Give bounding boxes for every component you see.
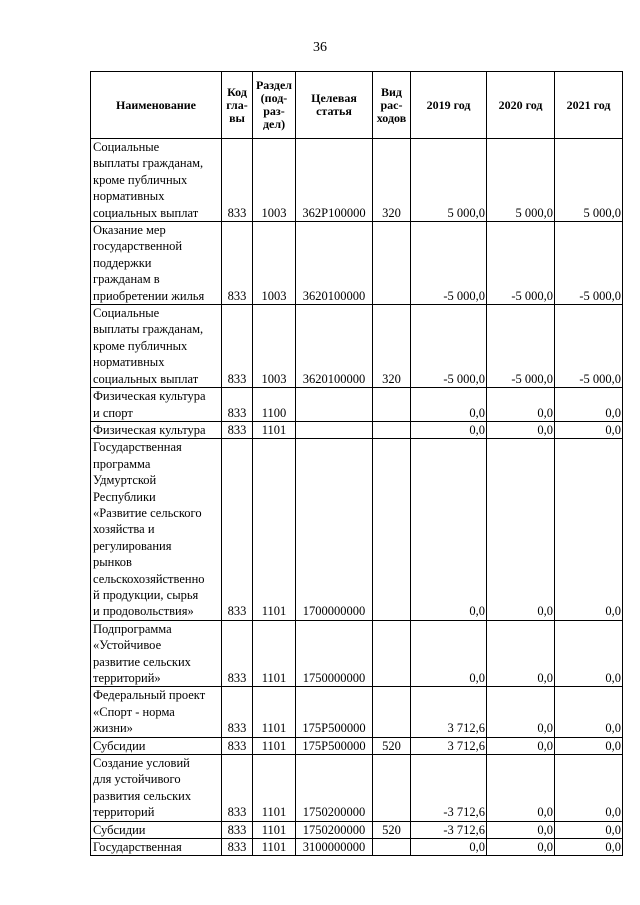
row-target-item: 1750000000 [296,620,373,687]
table-row [91,839,623,856]
row-target-item: 3100000000 [296,839,373,856]
row-chapter-code: 833 [222,388,253,422]
row-value-2020: 0,0 [487,755,555,822]
header-2020: 2020 год [487,72,555,139]
row-target-item: 175Р500000 [296,687,373,737]
row-chapter-code: 833 [222,755,253,822]
row-expense-type [373,439,411,620]
row-value-2020: 0,0 [487,687,555,737]
row-chapter-code: 833 [222,305,253,388]
row-expense-type [373,421,411,438]
table-row [91,305,623,388]
row-value-2020: 0,0 [487,439,555,620]
row-value-2020: 0,0 [487,620,555,687]
row-name: Государственная программа Удмуртской Республики «Развитие сельского хозяйства и регулирования рынков сельскохозяйственно й продукции, сырья и продовольствия» [91,439,222,620]
table-row [91,139,623,222]
row-name: Государственная [91,839,222,856]
row-expense-type: 520 [373,737,411,754]
row-expense-type [373,755,411,822]
row-expense-type [373,222,411,305]
row-value-2019: 0,0 [411,421,487,438]
row-value-2019: -5 000,0 [411,305,487,388]
row-section: 1101 [253,421,296,438]
table-header-row [91,72,623,139]
budget-table [90,71,623,856]
table-row [91,421,623,438]
row-section: 1101 [253,687,296,737]
row-value-2021: 0,0 [555,737,623,754]
header-target-item: Целевая статья [296,72,373,139]
table-row [91,439,623,620]
row-expense-type [373,839,411,856]
table-row [91,687,623,737]
row-target-item: 175Р500000 [296,737,373,754]
row-target-item: 3620100000 [296,222,373,305]
row-expense-type: 520 [373,821,411,838]
row-section: 1003 [253,305,296,388]
table-body [91,139,623,856]
row-value-2021: 0,0 [555,439,623,620]
table-row [91,755,623,822]
row-name: Физическая культура [91,421,222,438]
row-chapter-code: 833 [222,839,253,856]
row-value-2021: 0,0 [555,755,623,822]
row-name: Субсидии [91,737,222,754]
row-value-2020: 5 000,0 [487,139,555,222]
row-chapter-code: 833 [222,439,253,620]
row-value-2021: 0,0 [555,388,623,422]
row-target-item: 1750200000 [296,821,373,838]
row-value-2020: 0,0 [487,737,555,754]
row-section: 1101 [253,439,296,620]
table-row [91,737,623,754]
row-name: Социальные выплаты гражданам, кроме публичных нормативных социальных выплат [91,139,222,222]
row-value-2020: 0,0 [487,821,555,838]
row-target-item: 362Р100000 [296,139,373,222]
row-chapter-code: 833 [222,139,253,222]
row-name: Физическая культура и спорт [91,388,222,422]
header-2021: 2021 год [555,72,623,139]
row-value-2021: 0,0 [555,620,623,687]
row-chapter-code: 833 [222,421,253,438]
row-expense-type [373,620,411,687]
row-value-2019: -3 712,6 [411,755,487,822]
table-row [91,388,623,422]
row-value-2021: 0,0 [555,421,623,438]
row-section: 1101 [253,821,296,838]
row-section: 1003 [253,139,296,222]
row-target-item [296,388,373,422]
row-value-2021: 5 000,0 [555,139,623,222]
row-value-2020: 0,0 [487,839,555,856]
row-value-2020: 0,0 [487,421,555,438]
row-value-2019: 5 000,0 [411,139,487,222]
table-row [91,620,623,687]
row-chapter-code: 833 [222,620,253,687]
header-expense-type: Вид рас- ходов [373,72,411,139]
row-target-item: 1750200000 [296,755,373,822]
row-expense-type [373,687,411,737]
row-value-2019: 3 712,6 [411,737,487,754]
row-value-2020: 0,0 [487,388,555,422]
row-value-2021: -5 000,0 [555,222,623,305]
row-chapter-code: 833 [222,222,253,305]
row-section: 1100 [253,388,296,422]
row-section: 1101 [253,620,296,687]
row-target-item [296,421,373,438]
row-target-item: 3620100000 [296,305,373,388]
row-value-2019: 0,0 [411,388,487,422]
page-number: 36 [313,40,327,55]
row-chapter-code: 833 [222,737,253,754]
row-value-2021: 0,0 [555,839,623,856]
header-chapter-code: Код гла- вы [222,72,253,139]
row-value-2020: -5 000,0 [487,222,555,305]
row-value-2021: 0,0 [555,821,623,838]
row-name: Подпрограмма «Устойчивое развитие сельских территорий» [91,620,222,687]
row-section: 1101 [253,737,296,754]
row-value-2021: -5 000,0 [555,305,623,388]
row-chapter-code: 833 [222,687,253,737]
row-value-2019: 0,0 [411,839,487,856]
row-value-2020: -5 000,0 [487,305,555,388]
row-name: Федеральный проект «Спорт - норма жизни» [91,687,222,737]
row-value-2019: 0,0 [411,439,487,620]
row-name: Субсидии [91,821,222,838]
row-value-2019: 0,0 [411,620,487,687]
table-row [91,821,623,838]
row-value-2019: 3 712,6 [411,687,487,737]
row-target-item: 1700000000 [296,439,373,620]
row-name: Оказание мер государственной поддержки гражданам в приобретении жилья [91,222,222,305]
row-section: 1101 [253,839,296,856]
row-section: 1003 [253,222,296,305]
row-expense-type: 320 [373,305,411,388]
row-section: 1101 [253,755,296,822]
row-expense-type: 320 [373,139,411,222]
row-chapter-code: 833 [222,821,253,838]
row-value-2019: -5 000,0 [411,222,487,305]
row-name: Создание условий для устойчивого развития сельских территорий [91,755,222,822]
row-expense-type [373,388,411,422]
header-section: Раздел (под- раз- дел) [253,72,296,139]
header-2019: 2019 год [411,72,487,139]
header-name: Наименование [91,72,222,139]
row-value-2021: 0,0 [555,687,623,737]
row-value-2019: -3 712,6 [411,821,487,838]
table-row [91,222,623,305]
row-name: Социальные выплаты гражданам, кроме публичных нормативных социальных выплат [91,305,222,388]
